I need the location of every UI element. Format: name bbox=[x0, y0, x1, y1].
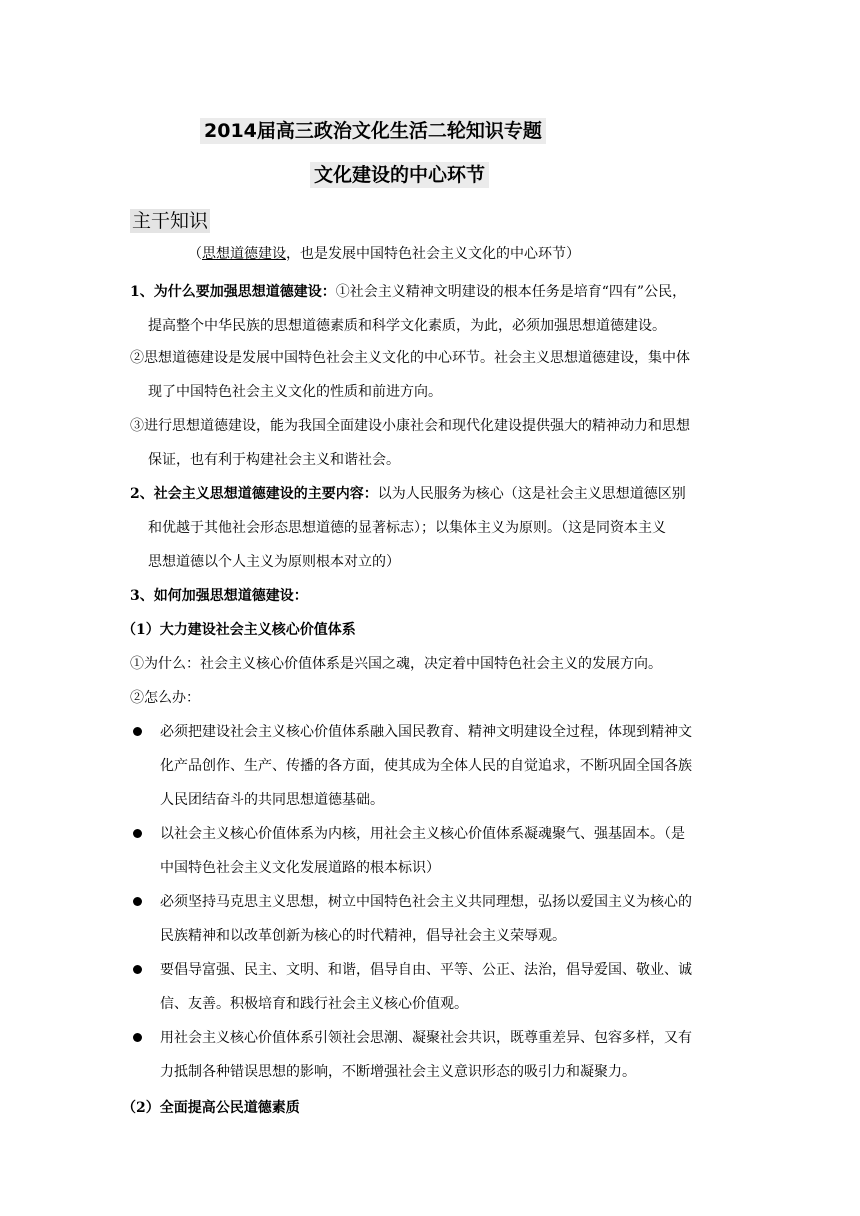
bullet-dot-icon bbox=[133, 727, 142, 736]
bullet-4-line-2: 信、友善。积极培育和践行社会主义核心价值观。 bbox=[160, 996, 468, 1012]
q3-subheading-2: （2）全面提高公民道德素质 bbox=[122, 1100, 300, 1116]
bullet-5-line-1: 用社会主义核心价值体系引领社会思潮、凝聚社会共识，既尊重差异、包容多样，又有 bbox=[160, 1030, 692, 1046]
bullet-dot-icon bbox=[133, 897, 142, 906]
bullet-5-line-2: 力抵制各种错误思想的影响，不断增强社会主义意识形态的吸引力和凝聚力。 bbox=[160, 1064, 636, 1080]
bullet-dot-icon bbox=[133, 965, 142, 974]
bullet-3-line-1: 必须坚持马克思主义思想，树立中国特色社会主义共同理想，弘扬以爱国主义为核心的 bbox=[160, 894, 692, 910]
bullet-2-line-2: 中国特色社会主义文化发展道路的根本标识） bbox=[160, 860, 440, 876]
q3-subheading-1: （1）大力建设社会主义核心价值体系 bbox=[122, 622, 356, 638]
q2-line-2: 和优越于其他社会形态思想道德的显著标志）；以集体主义为原则。（这是同资本主义 bbox=[148, 520, 666, 536]
q3-why: ①为什么：社会主义核心价值体系是兴国之魂，决定着中国特色社会主义的发展方向。 bbox=[130, 656, 662, 672]
bullet-1-line-3: 人民团结奋斗的共同思想道德基础。 bbox=[160, 792, 384, 808]
q2-line-1: 2、社会主义思想道德建设的主要内容：以为人民服务为核心（这是社会主义思想道德区别 bbox=[130, 486, 686, 502]
bullet-1-line-2: 化产品创作、生产、传播的各方面，使其成为全体人民的自觉追求，不断巩固全国各族 bbox=[160, 758, 692, 774]
intro-note: （思想道德建设，也是发展中国特色社会主义文化的中心环节） bbox=[188, 246, 580, 262]
q3-heading: 3、如何加强思想道德建设： bbox=[130, 588, 308, 604]
q1-point-2b: 现了中国特色社会主义文化的性质和前进方向。 bbox=[148, 384, 442, 400]
bullet-4-line-1: 要倡导富强、民主、文明、和谐，倡导自由、平等、公正、法治，倡导爱国、敬业、诚 bbox=[160, 962, 692, 978]
q2-line-3: 思想道德以个人主义为原则根本对立的） bbox=[148, 554, 400, 570]
bullet-2-line-1: 以社会主义核心价值体系为内核，用社会主义核心价值体系凝魂聚气、强基固本。（是 bbox=[160, 826, 685, 842]
title-line-1: 2014届高三政治文化生活二轮知识专题 bbox=[200, 116, 546, 143]
bullet-1-line-1: 必须把建设社会主义核心价值体系融入国民教育、精神文明建设全过程，体现到精神文 bbox=[160, 724, 692, 740]
q1-point-3a: ③进行思想道德建设，能为我国全面建设小康社会和现代化建设提供强大的精神动力和思想 bbox=[130, 418, 690, 434]
title-line-2: 文化建设的中心环节 bbox=[310, 160, 489, 187]
q1-point-3b: 保证，也有利于构建社会主义和谐社会。 bbox=[148, 452, 400, 468]
q3-how: ②怎么办： bbox=[130, 690, 200, 706]
section-heading: 主干知识 bbox=[132, 210, 209, 232]
q1-point-2a: ②思想道德建设是发展中国特色社会主义文化的中心环节。社会主义思想道德建设，集中体 bbox=[130, 350, 690, 366]
bullet-dot-icon bbox=[133, 829, 142, 838]
q1-line-2: 提高整个中华民族的思想道德素质和科学文化素质，为此，必须加强思想道德建设。 bbox=[148, 318, 666, 334]
bullet-dot-icon bbox=[133, 1033, 142, 1042]
q1-line-1: 1、为什么要加强思想道德建设：①社会主义精神文明建设的根本任务是培育“四有”公民， bbox=[130, 284, 687, 300]
bullet-3-line-2: 民族精神和以改革创新为核心的时代精神，倡导社会主义荣辱观。 bbox=[160, 928, 566, 944]
